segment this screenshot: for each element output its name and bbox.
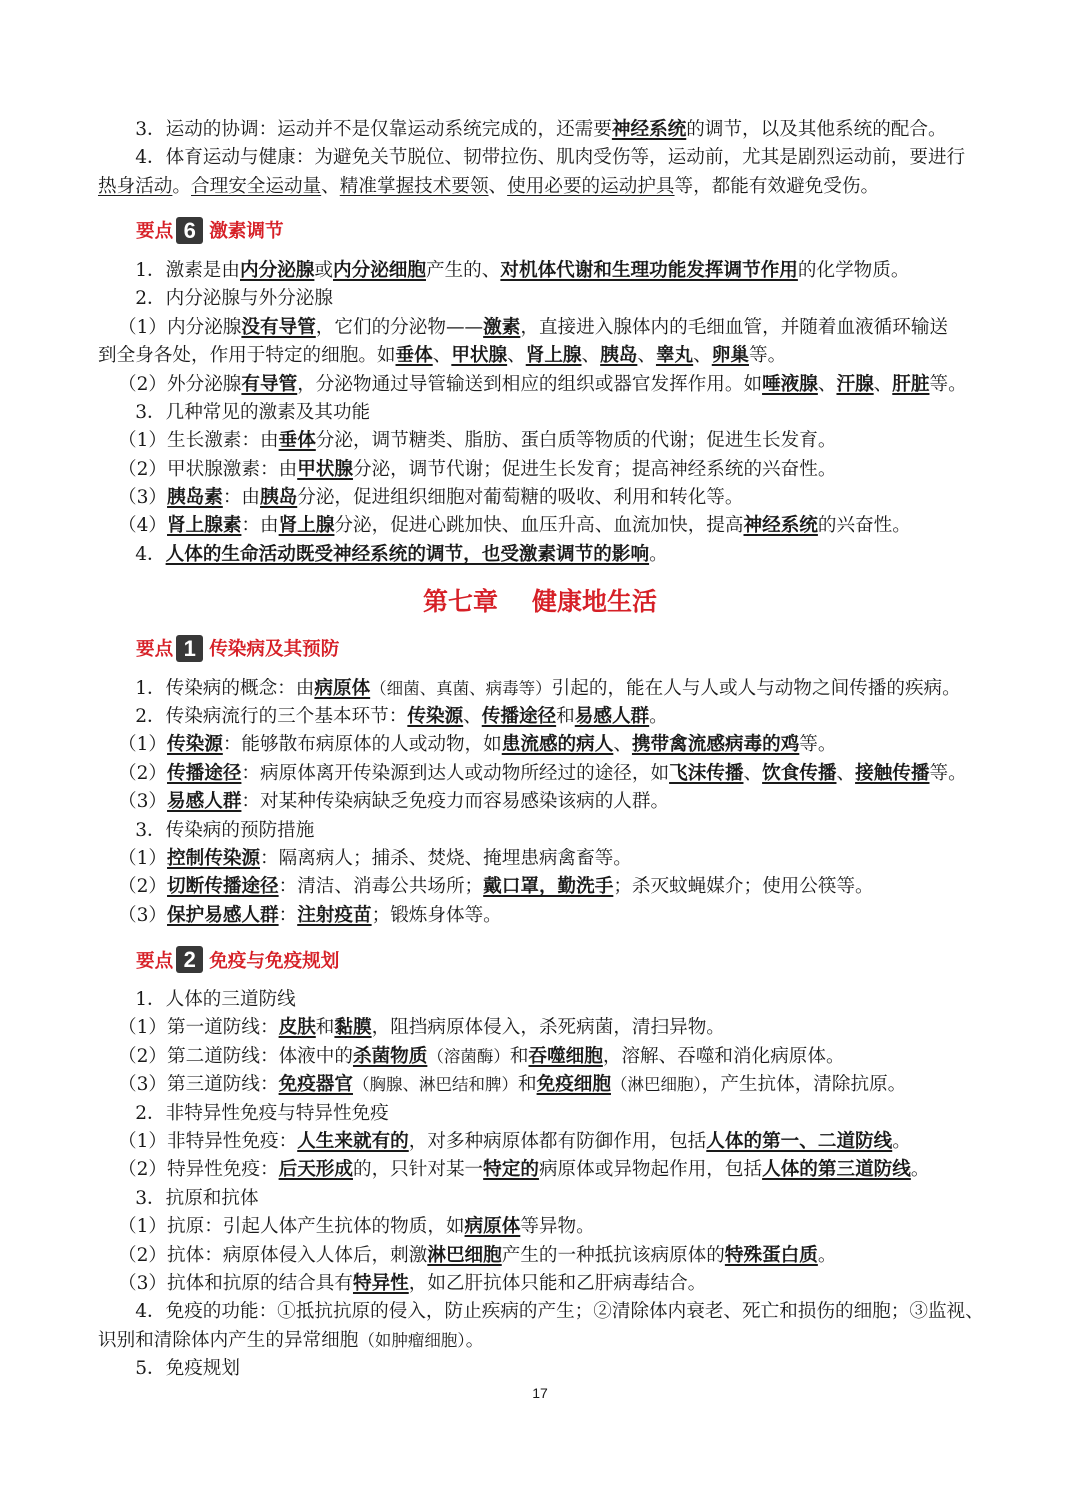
continuation-line: [98, 173, 982, 201]
key-term: 甲状腺: [451, 345, 508, 367]
key-term: 激素: [483, 316, 521, 338]
text-run: 等。: [929, 762, 967, 784]
key-term: 垂体: [395, 345, 433, 367]
text-run: 等，都能有效避免受伤。: [674, 175, 880, 197]
text-run: 产生的一种抵抗该病原体的: [501, 1244, 725, 1266]
continuation-line: [98, 342, 982, 370]
text-run: 4．体育运动与健康：为避免关节脱位、韧带拉伤、肌肉受伤等，运动前，尤其是剧烈运动前，要进行: [135, 147, 966, 169]
text-run: 分泌，促进组织细胞对葡萄糖的吸收、利用和转化等。: [297, 487, 744, 509]
key-term: 人体的第三道防线: [762, 1159, 911, 1181]
key-term: 人生来就有的: [297, 1131, 409, 1153]
text-run: 和: [315, 1017, 335, 1039]
text-run: 1．激素是由: [135, 259, 240, 281]
text-run: 5．免疫规划: [135, 1358, 240, 1380]
key-point-label: 要点: [136, 221, 174, 243]
text-run: 4．免疫的功能：①抵抗抗原的侵入，防止疾病的产生；②清除体内衰老、死亡和损伤的细胞；③监视、: [135, 1301, 984, 1323]
annotation-note: （细菌、真菌、病毒等）: [370, 678, 552, 698]
text-run: 、: [581, 345, 601, 367]
key-term: 戴口罩，勤洗手: [483, 876, 614, 898]
page-content: [98, 116, 982, 1384]
key-term: 垂体: [278, 430, 316, 452]
key-term: 传染源: [407, 705, 464, 727]
key-term: 易感人群: [167, 791, 242, 813]
text-run: ；锻炼身体等。: [371, 904, 502, 926]
sub-point: [98, 788, 982, 816]
numbered-point: [98, 116, 982, 144]
sub-point: [98, 1242, 982, 1270]
text-run: （2）: [118, 876, 168, 898]
key-point-number-badge: 1: [176, 635, 203, 662]
key-term: 胰岛素: [167, 487, 223, 509]
key-term: 吞噬细胞: [528, 1045, 603, 1067]
text-run: 、: [817, 373, 837, 395]
text-run: 3．抗原和抗体: [135, 1187, 259, 1209]
numbered-point: [98, 1185, 982, 1213]
text-run: 2．非特异性免疫与特异性免疫: [135, 1102, 389, 1124]
key-term: 内分泌腺: [240, 259, 315, 281]
sub-point: [98, 731, 982, 759]
sub-point: [98, 512, 982, 540]
numbered-point: [98, 257, 982, 285]
key-point-number-badge: 6: [176, 217, 203, 244]
text-run: ：隔离病人；捕杀、焚烧、掩埋患病禽畜等。: [260, 847, 632, 869]
text-run: （1）: [118, 734, 168, 756]
text-run: 病原体或异物起作用，包括: [538, 1159, 763, 1181]
text-run: 分泌，调节代谢；促进生长发育；提高神经系统的兴奋性。: [352, 458, 837, 480]
text-run: 2．内分泌腺与外分泌腺: [135, 288, 333, 310]
text-run: 1．人体的三道防线: [135, 989, 296, 1011]
text-run: 、: [432, 345, 452, 367]
key-term: 内分泌细胞: [333, 259, 426, 281]
sub-point: [98, 371, 982, 399]
sub-point: [98, 1043, 982, 1071]
text-run: 、: [463, 705, 482, 727]
sub-point: [98, 1071, 982, 1099]
text-run: （3）抗体和抗原的结合具有: [118, 1272, 353, 1294]
sub-point: [98, 873, 982, 901]
text-run: （1）生长激素：由: [118, 430, 279, 452]
numbered-point: [98, 1355, 982, 1383]
key-term: 肾上腺素: [167, 515, 242, 537]
numbered-point: [98, 285, 982, 313]
key-term: 甲状腺: [297, 458, 353, 480]
key-term: 特异性: [352, 1272, 409, 1294]
sub-point: [98, 845, 982, 873]
text-run: 等。: [929, 373, 967, 395]
key-point-heading: [98, 201, 982, 257]
text-run: ：病原体离开传染源到达人或动物所经过的途径，如: [241, 762, 670, 784]
key-term: 饮食传播: [762, 762, 837, 784]
text-run: 。: [817, 1244, 837, 1266]
text-run: 、: [507, 345, 526, 367]
key-term: 后天形成: [278, 1159, 353, 1181]
key-term: 卵巢: [711, 345, 749, 367]
page-number: 17: [532, 1385, 548, 1401]
key-point-label: 要点: [136, 950, 174, 972]
annotation-note: （溶菌酶）: [427, 1046, 510, 1066]
key-term: 有导管: [241, 373, 298, 395]
chapter-heading: [98, 569, 982, 618]
key-term: 肝脏: [892, 373, 930, 395]
sub-point: [98, 456, 982, 484]
text-run: （3）: [118, 791, 168, 813]
text-run: ；杀灭蚊蝇媒介；使用公筷等。: [613, 876, 874, 898]
underlined-term: 合理安全运动量: [191, 175, 322, 197]
underlined-term: 热身活动: [98, 175, 173, 197]
text-run: ：: [278, 904, 298, 926]
key-term: 控制传染源: [167, 847, 261, 869]
text-run: （2）: [118, 762, 168, 784]
text-run: 引起的，能在人与人或人与动物之间传播的疾病。: [551, 677, 961, 699]
text-run: 、: [836, 762, 856, 784]
text-run: ：对某种传染病缺乏免疫力而容易感染该病的人群。: [241, 791, 670, 813]
text-run: 、: [743, 762, 763, 784]
key-term: 病原体: [314, 677, 371, 699]
numbered-point: [98, 986, 982, 1014]
key-term: 肾上腺: [525, 345, 582, 367]
text-run: 。: [649, 705, 668, 727]
key-term: 接触传播: [855, 762, 930, 784]
numbered-point: [98, 817, 982, 845]
text-run: 等。: [799, 734, 837, 756]
text-run: （2）抗体：病原体侵入人体后，刺激: [118, 1244, 428, 1266]
text-run: 2．传染病流行的三个基本环节：: [135, 705, 408, 727]
text-run: （1）内分泌腺: [118, 316, 242, 338]
text-run: 3．运动的协调：运动并不是仅靠运动系统完成的，还需要: [135, 118, 612, 140]
text-run: （1）抗原：引起人体产生抗体的物质，如: [118, 1216, 465, 1238]
key-term: 特定的: [483, 1159, 539, 1181]
text-run: ，溶解、吞噬和消化病原体。: [602, 1045, 845, 1067]
key-term: 对机体代谢和生理功能发挥调节作用: [500, 259, 798, 281]
text-run: 分泌，促进心跳加快、血压升高、血流加快，提高: [334, 515, 744, 537]
text-run: ，如乙肝抗体只能和乙肝病毒结合。: [408, 1272, 707, 1294]
key-term: 人体的生命活动既受神经系统的调节，也受激素调节的影响: [165, 543, 650, 565]
annotation-note: （淋巴细胞）: [610, 1075, 702, 1095]
text-run: 。: [910, 1159, 930, 1181]
numbered-point: [98, 144, 982, 172]
key-term: 病原体: [464, 1216, 521, 1238]
underlined-term: 使用必要的运动护具: [507, 175, 675, 197]
text-run: 、: [693, 345, 712, 367]
key-term: 注射疫苗: [297, 904, 372, 926]
key-term: 皮肤: [278, 1017, 316, 1039]
key-term: 传播途径: [167, 762, 242, 784]
key-term: 睾丸: [655, 345, 694, 367]
key-term: 飞沫传播: [669, 762, 744, 784]
text-run: （1）第一道防线：: [118, 1017, 279, 1039]
sub-point: [98, 1213, 982, 1241]
key-term: 携带禽流感病毒的鸡: [631, 734, 800, 756]
sub-point: [98, 1270, 982, 1298]
sub-point: [98, 1128, 982, 1156]
numbered-point: [98, 1100, 982, 1128]
text-run: （2）第二道防线：体液中的: [118, 1045, 353, 1067]
underlined-term: 精准掌握技术要领: [339, 175, 489, 197]
key-term: 肾上腺: [278, 515, 335, 537]
text-run: 3．传染病的预防措施: [135, 819, 315, 841]
chapter-number: 第七章: [422, 587, 498, 617]
key-term: 杀菌物质: [352, 1045, 428, 1067]
text-run: 4．: [135, 543, 166, 565]
text-run: 和: [556, 705, 575, 727]
text-run: 1．传染病的概念：由: [135, 677, 315, 699]
text-run: 。: [649, 543, 668, 565]
text-run: 等。: [748, 345, 787, 367]
numbered-point: [98, 399, 982, 427]
annotation-note: （如肿瘤细胞）: [358, 1330, 466, 1350]
text-run: 的化学物质。: [797, 259, 910, 281]
key-term: 胰岛: [260, 487, 298, 509]
key-point-title: 激素调节: [209, 221, 284, 243]
key-point-label: 要点: [136, 639, 174, 661]
text-run: ：由: [222, 487, 261, 509]
key-term: 没有导管: [241, 316, 316, 338]
text-run: 3．几种常见的激素及其功能: [135, 401, 371, 423]
key-point-number-badge: 2: [176, 946, 203, 973]
text-run: ：能够散布病原体的人或动物，如: [222, 734, 502, 756]
text-run: ，分泌物通过导管输送到相应的组织或器官发挥作用。如: [297, 373, 763, 395]
text-run: （1）非特异性免疫：: [118, 1131, 298, 1153]
text-run: （4）: [118, 515, 168, 537]
text-run: 的，只针对某一: [352, 1159, 484, 1181]
sub-point: [98, 1014, 982, 1042]
key-point-title: 免疫与免疫规划: [209, 950, 340, 972]
key-term: 患流感的病人: [501, 734, 614, 756]
text-run: （2）甲状腺激素：由: [118, 458, 298, 480]
key-point-title: 传染病及其预防: [209, 639, 340, 661]
continuation-line: [98, 1327, 982, 1355]
numbered-point: [98, 703, 982, 731]
key-term: 传染源: [167, 734, 223, 756]
sub-point: [98, 314, 982, 342]
text-run: ，产生抗体，清除抗原。: [701, 1074, 907, 1096]
text-run: 、: [321, 175, 340, 197]
key-term: 汗腺: [836, 373, 874, 395]
text-run: 的兴奋性。: [817, 515, 911, 537]
sub-point: [98, 427, 982, 455]
text-run: 产生的、: [425, 259, 501, 281]
key-term: 神经系统: [743, 515, 818, 537]
key-term: 保护易感人群: [167, 904, 279, 926]
text-run: ，对多种病原体都有防御作用，包括: [408, 1131, 707, 1153]
text-run: 分泌，调节糖类、脂肪、蛋白质等物质的代谢；促进生长发育。: [315, 430, 837, 452]
text-run: 到全身各处，作用于特定的细胞。如: [98, 345, 396, 367]
text-run: ，阻挡病原体侵入，杀死病菌，清扫异物。: [371, 1017, 725, 1039]
text-run: ：由: [241, 515, 279, 537]
numbered-point: [98, 541, 982, 569]
text-run: （1）: [118, 847, 168, 869]
key-term: 易感人群: [574, 705, 650, 727]
sub-point: [98, 484, 982, 512]
key-term: 免疫细胞: [536, 1074, 611, 1096]
text-run: 和: [509, 1045, 529, 1067]
numbered-point: [98, 1298, 982, 1326]
key-term: 胰岛: [600, 345, 638, 367]
text-run: 的调节，以及其他系统的配合。: [686, 118, 947, 140]
key-term: 传播途径: [481, 705, 557, 727]
text-run: 。: [892, 1131, 911, 1153]
key-term: 特殊蛋白质: [724, 1244, 818, 1266]
text-run: 或: [314, 259, 333, 281]
text-run: （3）: [118, 487, 168, 509]
key-term: 神经系统: [611, 118, 687, 140]
key-point-heading: [98, 619, 982, 675]
sub-point: [98, 760, 982, 788]
text-run: 、: [613, 734, 632, 756]
sub-point: [98, 902, 982, 930]
text-run: 、: [637, 345, 656, 367]
key-term: 淋巴细胞: [427, 1244, 502, 1266]
key-point-heading: [98, 930, 982, 986]
text-run: ，它们的分泌物——: [315, 316, 484, 338]
text-run: ，直接进入腺体内的毛细血管，并随着血液循环输送: [520, 316, 949, 338]
text-run: （2）外分泌腺: [118, 373, 242, 395]
key-term: 人体的第一、二道防线: [706, 1131, 893, 1153]
annotation-note: （胸腺、淋巴结和脾）: [352, 1075, 518, 1095]
text-run: 、: [488, 175, 508, 197]
key-term: 切断传播途径: [167, 876, 279, 898]
text-run: （3）: [118, 904, 168, 926]
key-term: 唾液腺: [762, 373, 818, 395]
text-run: 等异物。: [520, 1216, 595, 1238]
text-run: 识别和清除体内产生的异常细胞: [98, 1329, 359, 1351]
chapter-title: 健康地生活: [532, 587, 658, 617]
sub-point: [98, 1156, 982, 1184]
key-term: 免疫器官: [278, 1074, 353, 1096]
text-run: （2）特异性免疫：: [118, 1159, 279, 1181]
text-run: （3）第三道防线：: [118, 1074, 279, 1096]
numbered-point: [98, 675, 982, 703]
text-run: ：清洁、消毒公共场所；: [278, 876, 484, 898]
text-run: 、: [873, 373, 893, 395]
text-run: 。: [172, 175, 191, 197]
text-run: 。: [465, 1329, 485, 1351]
key-term: 黏膜: [334, 1017, 372, 1039]
text-run: 和: [517, 1074, 537, 1096]
